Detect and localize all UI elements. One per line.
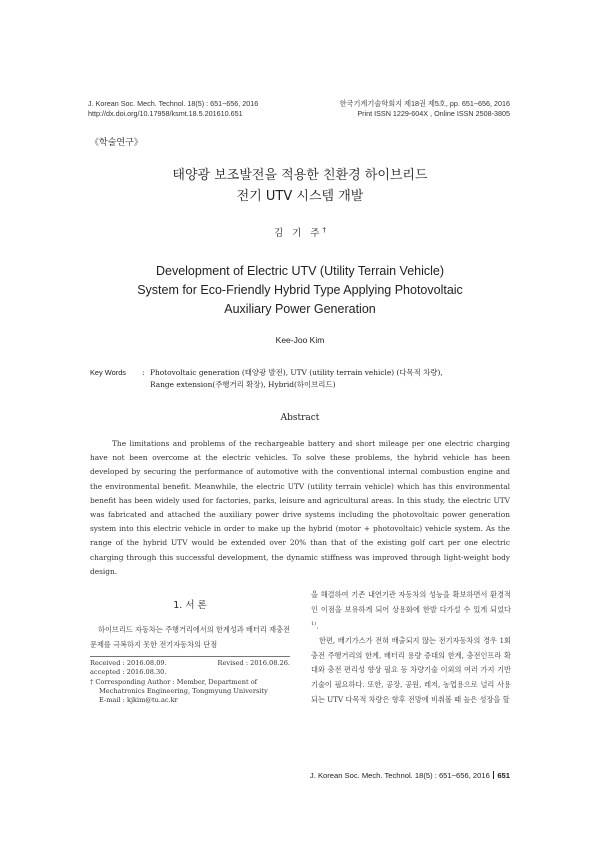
intro-paragraph-1-end: . (316, 621, 319, 631)
introduction-right-column (311, 588, 511, 707)
english-title (0, 262, 600, 319)
korean-title-line-1: 태양광 보조발전을 적용한 친환경 하이브리드 (172, 168, 428, 183)
keywords (90, 367, 510, 391)
article-category: 《학술연구》 (90, 138, 143, 148)
english-title-line-2: System for Eco-Friendly Hybrid Type Applying Photovoltaic (137, 283, 463, 297)
english-title-line-1: Development of Electric UTV (Utility Terrain Vehicle) (155, 264, 445, 278)
intro-paragraph-2: 한편, 배기가스가 전혀 배출되지 않는 전기자동차의 경우 1회 충전 주행거리의 한계, 배터리 용량 증대의 한계, 충전인프라 확대와 충전 편리성 향상 필요 등 차량기술 이외의 여러 가지 기반기술이 필요하다. 또한, 공장, 공원, 레저, 농업용으로 널리 사용되는 UTV 다목적 차량은 향후 전망에 비춰볼 때 높은 성장을 할 (311, 636, 511, 704)
introduction-left-column: 하이브리드 자동차는 주행거리에서의 한계성과 배터리 재충전 문제를 극복하지 못한 전기자동차의 단점 (90, 625, 290, 649)
revised-date: Revised : 2016.08.26. (217, 659, 290, 667)
journal-header-left (88, 99, 258, 118)
english-title-line-3: Auxiliary Power Generation (224, 302, 376, 316)
author-email: E-mail : kjkim@tu.ac.kr (99, 696, 178, 705)
footnote-divider (90, 656, 290, 657)
keywords-line-2: Range extension(주행거리 확장), Hybrid(하이브리드) (150, 380, 336, 389)
abstract-text: The limitations and problems of the rechargeable battery and short mileage per one electric charging have not been overcome at the electric vehicles. To solve these problems, the hybrid vehicle has been developed by securing the performance of automotive with the conventional internal combustion engine and the environmental benefit. Meanwhile, the electric UTV (utility terrain vehicle) which has this environmental benefit has been widely used for factories, parks, leisure and agricultural areas. In this study, the electric UTV was fabricated and attached the auxiliary power drive systems including the photovoltaic power generation system into this electric vehicle in order to make up the hybrid (motor + photovoltaic) vehicle system. As the range of the hybrid UTV would be extended over 20% than that of the existing golf cart per one electric charging through this successful development, the dynamic stiffness was improved through light-weight body design. (90, 439, 510, 576)
journal-citation-korean: 한국기계기술학회지 제18권 제5호, pp. 651~656, 2016 (339, 99, 510, 108)
footer-citation: J. Korean Soc. Mech. Technol. 18(5) : 651~656, 2016 (309, 771, 490, 780)
abstract-heading: Abstract (280, 413, 320, 423)
keywords-label: Key Words (90, 368, 127, 377)
korean-title-line-2: 전기 UTV 시스템 개발 (236, 189, 364, 204)
journal-header-right (340, 99, 510, 118)
korean-title (0, 165, 600, 207)
received-date: Received : 2016.08.09. (90, 659, 167, 667)
journal-citation: J. Korean Soc. Mech. Technol. 18(5) : 651~656, 2016 (88, 99, 259, 108)
page-footer (310, 771, 510, 780)
footer-divider (493, 771, 495, 779)
intro-paragraph-1 (311, 588, 511, 634)
doi-link[interactable]: http://dx.doi.org/10.17958/ksmt.18.5.201610.651 (88, 108, 243, 118)
intro-paragraph-1-text: 을 해결하여 기존 내연기관 자동차의 성능을 확보하면서 환경적인 이점을 보유하게 되어 상용화에 한발 다가설 수 있게 되었다 (311, 590, 511, 614)
korean-author-name: 김 기 주 (273, 228, 323, 239)
footnote (90, 659, 290, 705)
issn-info: Print ISSN 1229-604X , Online ISSN 2508-3805 (357, 108, 510, 118)
page-number: 651 (497, 771, 510, 780)
english-author: Kee-Joo Kim (275, 335, 325, 345)
korean-author (0, 225, 600, 239)
accepted-date: accepted : 2016.08.30. (90, 668, 167, 677)
section-title-introduction: 1. 서 론 (173, 600, 207, 611)
corresponding-author-mark: † (322, 225, 327, 234)
keywords-line-1: Photovoltaic generation (태양광 발전), UTV (utility terrain vehicle) (다목적 차량), (150, 368, 443, 377)
corresponding-author-line-2: Mechatronics Engineering, Tongmyung University (99, 686, 268, 695)
corresponding-author-line-1: † Corresponding Author : Member, Department of (90, 677, 258, 686)
reference-citation[interactable]: 1) (311, 621, 317, 628)
keywords-colon: : (142, 368, 145, 377)
